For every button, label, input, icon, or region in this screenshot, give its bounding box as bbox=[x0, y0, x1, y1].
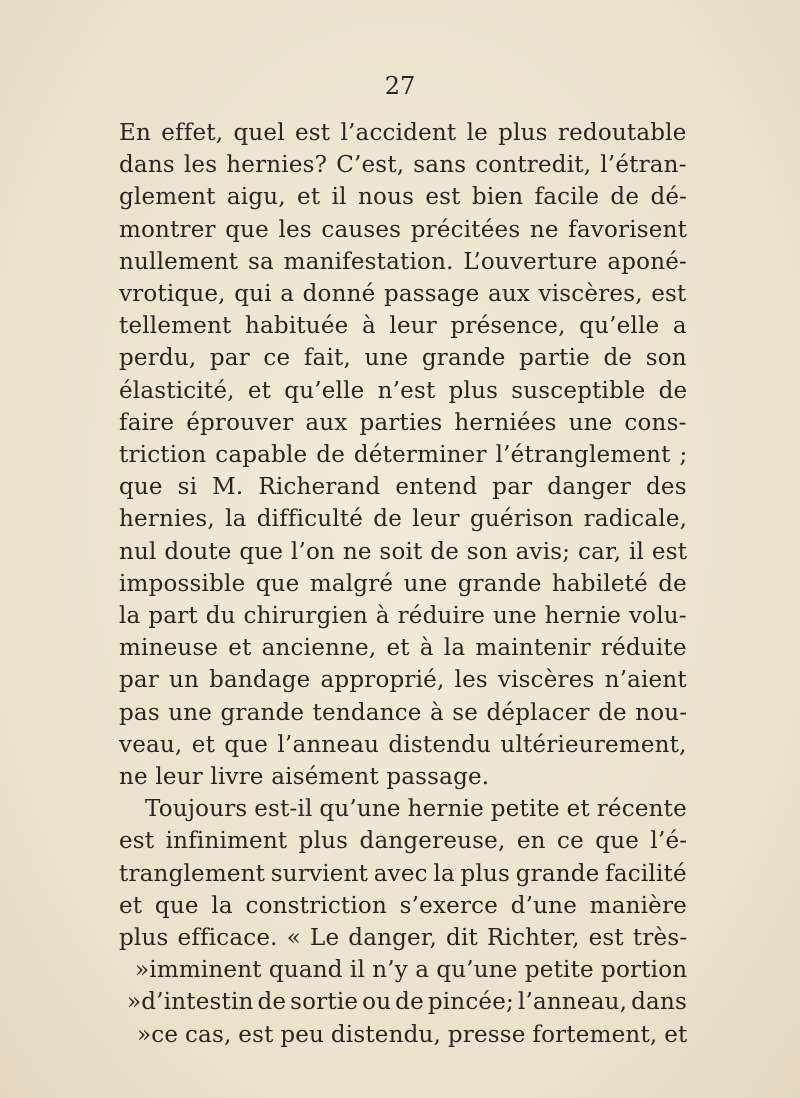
text-line-14: nul doute que l’on ne soit de son avis; car, il est bbox=[119, 538, 688, 565]
text-line-9: élasticité, et qu’elle n’est plus susceptible de bbox=[119, 377, 688, 404]
text-line-22: Toujours est-il qu’une hernie petite et récente bbox=[145, 796, 687, 823]
text-line-18: par un bandage approprié, les viscères n’aient bbox=[119, 667, 687, 694]
text-line-8: perdu, par ce fait, une grande partie de son bbox=[119, 345, 687, 372]
text-line-13: hernies, la difficulté de leur guérison radicale, bbox=[119, 506, 688, 533]
text-line-5: nullement sa manifestation. L’ouverture aponé- bbox=[119, 248, 687, 275]
text-line-15: impossible que malgré une grande habileté de bbox=[119, 570, 687, 597]
text-line-17: mineuse et ancienne, et à la maintenir réduite bbox=[119, 635, 687, 662]
text-line-1: En effet, quel est l’accident le plus redoutable bbox=[119, 120, 687, 146]
text-line-7: tellement habituée à leur présence, qu’elle a bbox=[119, 313, 687, 340]
text-line-23: est infiniment plus dangereuse, en ce que l’é- bbox=[119, 828, 688, 855]
text-line-6: vrotique, qui a donné passage aux viscères, est bbox=[119, 281, 687, 307]
text-line-26: plus efficace. « Le danger, dit Richter, est très- bbox=[119, 925, 688, 951]
text-line-24: tranglement survient avec la plus grande facilité bbox=[119, 860, 687, 887]
text-line-16: la part du chirurgien à réduire une hernie volu- bbox=[119, 603, 687, 629]
text-line-12: que si M. Richerand entend par danger des bbox=[119, 474, 687, 501]
text-line-2: dans les hernies? C’est, sans contredit, l’étran- bbox=[119, 152, 687, 179]
text-line-21: ne leur livre aisément passage. bbox=[119, 764, 490, 790]
text-line-27: »imminent quand il n’y a qu’une petite portion bbox=[135, 957, 688, 984]
text-line-4: montrer que les causes précitées ne favorisent bbox=[119, 216, 688, 243]
text-line-19: pas une grande tendance à se déplacer de nou- bbox=[119, 699, 688, 726]
text-line-3: glement aigu, et il nous est bien facile de dé- bbox=[119, 184, 688, 211]
text-line-11: triction capable de déterminer l’étranglement ; bbox=[119, 442, 688, 468]
page-number: 27 bbox=[384, 72, 416, 100]
text-line-10: faire éprouver aux parties herniées une cons- bbox=[119, 409, 687, 436]
text-line-20: veau, et que l’anneau distendu ultérieurement, bbox=[119, 731, 687, 758]
text-line-29: »ce cas, est peu distendu, presse fortement, et bbox=[137, 1021, 688, 1048]
text-line-25: et que la constriction s’exerce d’une manière bbox=[119, 892, 687, 919]
text-line-28: »d’intestin de sortie ou de pincée; l’anneau, dans bbox=[127, 989, 687, 1016]
